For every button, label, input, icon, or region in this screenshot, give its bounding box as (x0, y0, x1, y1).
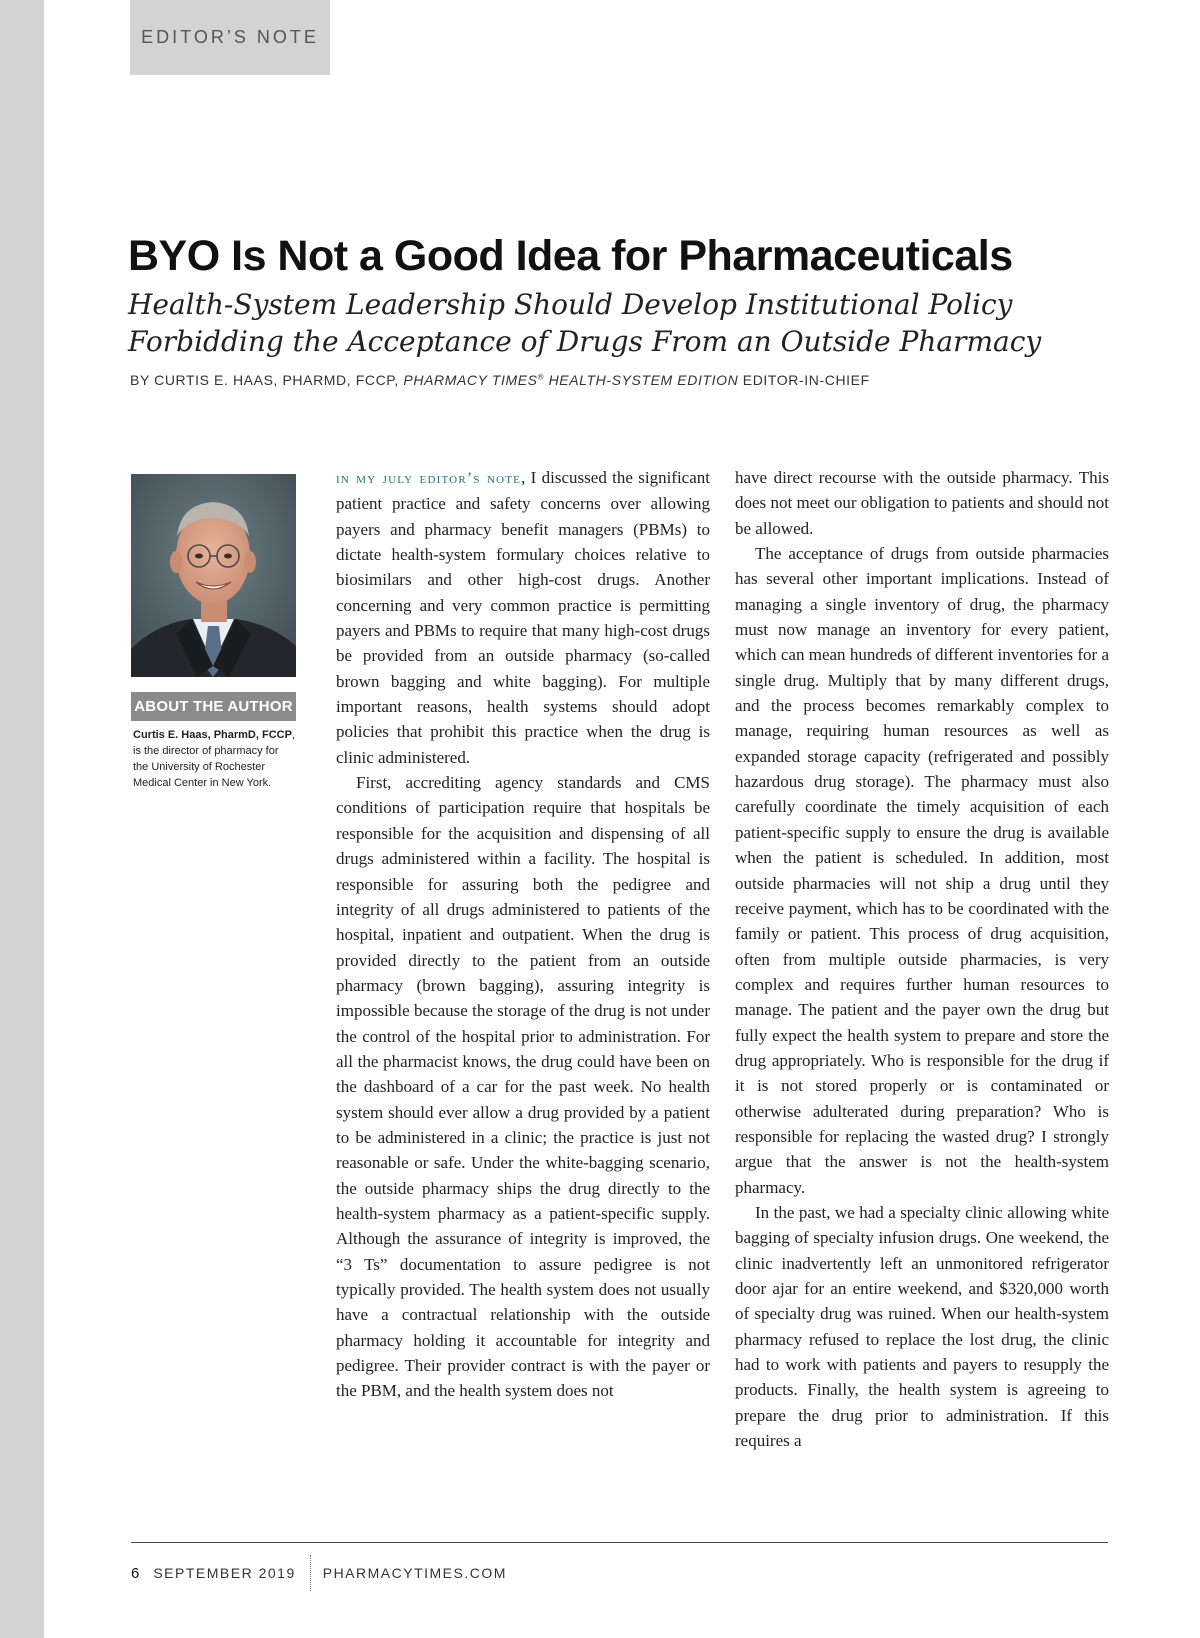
article-column-1 (336, 465, 710, 1404)
author-name-comma: , (291, 729, 295, 741)
page-footer (131, 1558, 507, 1588)
article-paragraph: First, accrediting agency standards and CMS conditions of participation require that hospitals be responsible for the acquisition and dispensing of all drugs administered within a facility. The hospital is responsible for assuring both the pedigree and integrity of all drugs administered to patients of the hospital, inpatient and outpatient. When the drug is provided directly to the patient from an outside pharmacy (brown bagging), assuring integrity is impossible because the storage of the drug is not under the control of the hospital prior to administration. For all the pharmacist knows, the drug could have been on the dashboard of a car for the past week. No health system should ever allow a drug provided by a patient to be administered in a clinic; the practice is just not reasonable or safe. Under the white-bagging scenario, the outside pharmacy ships the drug directly to the health-system pharmacy as a patient-specific supply. Although the assurance of integrity is improved, the “3 Ts” documentation to assure pedigree is not typically provided. The health system does not usually have a contractual relationship with the outside pharmacy holding it accountable for integrity and pedigree. Their provider contract is with the payer or the PBM, and the health system does not (336, 773, 710, 1401)
about-author-text (133, 727, 303, 791)
byline-edition: HEALTH-SYSTEM EDITION (544, 372, 739, 388)
subtitle-line-1: Health-System Leadership Should Develop Institutional Policy (128, 288, 1013, 321)
about-author-line-4: Medical Center in New York. (133, 777, 272, 789)
registered-mark: ® (537, 372, 545, 382)
lead-in: in my july editor’s note (336, 470, 522, 487)
subtitle-line-2: Forbidding the Acceptance of Drugs From an Outside Pharmacy (128, 325, 1042, 358)
paragraph-text: , I discussed the significant patient practice and safety concerns over allowing payers and pharmacy benefit managers (PBMs) to dictate health-system formulary choices relative to biosimilars and other high-cost drugs. Another concerning and very common practice is permitting payers and PBMs to require that many high-cost drugs be provided from an outside pharmacy (so-called brown bagging and white bagging). For multiple important reasons, health systems should adopt policies that prohibit this practice when the drug is clinic administered. (336, 468, 710, 767)
author-photo (131, 474, 296, 677)
footer-divider (131, 1542, 1108, 1543)
about-author-line-2: is the director of pharmacy for (133, 745, 279, 757)
article-paragraph: have direct recourse with the outside pharmacy. This does not meet our obligation to patients and should not be allowed. (735, 468, 1109, 538)
footer-separator (310, 1555, 311, 1591)
section-label: EDITOR’S NOTE (130, 0, 330, 75)
article-paragraph: The acceptance of drugs from outside pharmacies has several other important implications. Instead of managing a single inventory of drug, the pharmacy must now manage an inventory for every patient, which can mean hundreds of different inventories for a single drug. Multiply that by many different drugs, and the process becomes remarkably complex to manage, requiring human resources as well as expanded storage capacity (refrigerated and possibly hazardous drug storage). The pharmacy must also carefully coordinate the timely acquisition of each patient-specific supply to ensure the drug is available when the patient is scheduled. In addition, most outside pharmacies will not ship a drug until they receive payment, which has to be coordinated with the family or patient. This process of drug acquisition, often from multiple outside pharmacies, is very complex and requires further human resources to manage. The patient and the payer own the drug but fully expect the health system to prepare and store the drug appropriately. Who is responsible for the drug if it is not stored properly or is contaminated or otherwise adulterated during preparation? Who is responsible for replacing the wasted drug? I strongly argue that the answer is not the health-system pharmacy. (735, 544, 1109, 1197)
article-column-2 (735, 465, 1109, 1453)
article-paragraph (336, 465, 710, 770)
byline-author: BY CURTIS E. HAAS, PHARMD, FCCP, (130, 372, 404, 388)
article-subtitle (128, 286, 1128, 360)
about-author-line-1 (133, 727, 303, 743)
website: PHARMACYTIMES.COM (322, 1565, 507, 1581)
author-name: Curtis E. Haas, PharmD, FCCP (133, 729, 292, 741)
byline-publication: PHARMACY TIMES (403, 372, 538, 388)
article-title: BYO Is Not a Good Idea for Pharmaceuticals (128, 232, 1013, 280)
left-margin-bar (0, 0, 44, 1638)
about-author-line-3: the University of Rochester (133, 761, 266, 773)
byline (130, 372, 870, 388)
page-number: 6 (131, 1564, 140, 1582)
byline-role: EDITOR-IN-CHIEF (738, 372, 870, 388)
article-paragraph: In the past, we had a specialty clinic allowing white bagging of specialty infusion drugs. One weekend, the clinic inadvertently left an unmonitored refrigerator door ajar for an entire weekend, and $320,000 worth of specialty drug was ruined. When our health-system pharmacy refused to replace the lost drug, the clinic had to work with patients and payers to resupply the products. Finally, the health system is agreeing to prepare the drug prior to administration. If this requires a (735, 1202, 1109, 1451)
about-author-heading: ABOUT THE AUTHOR (131, 692, 296, 721)
issue-date: SEPTEMBER 2019 (153, 1565, 296, 1581)
